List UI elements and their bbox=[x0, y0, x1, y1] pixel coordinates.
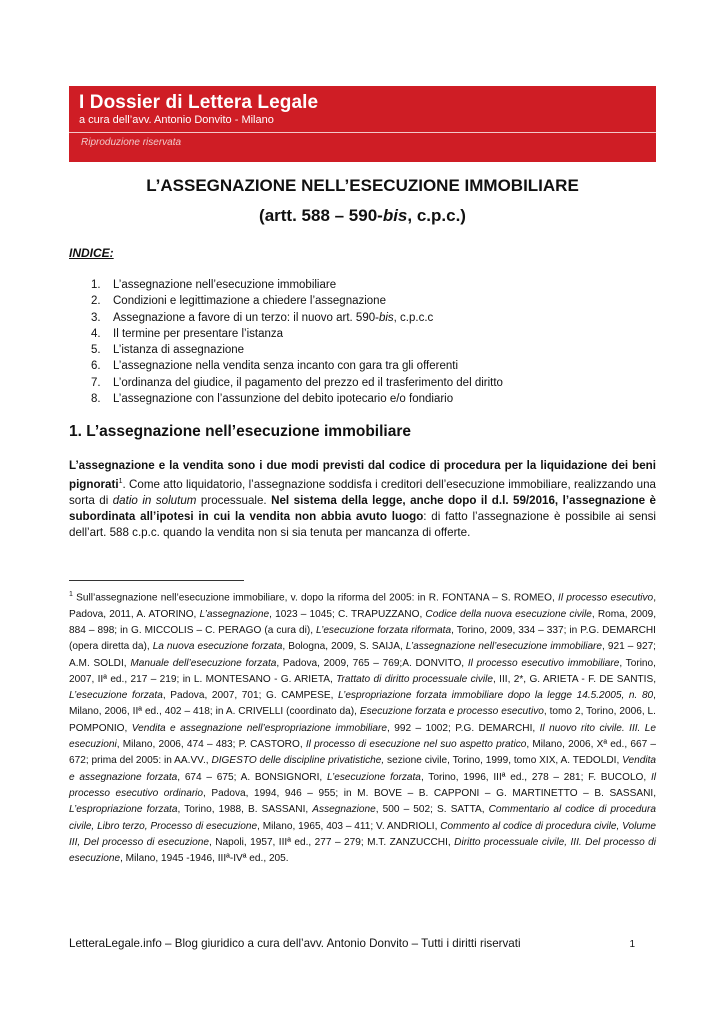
footnote-ref[interactable]: 1 bbox=[118, 478, 123, 485]
footnote-citation-title: Il processo esecutivo immobiliare bbox=[467, 657, 620, 669]
footnote-citation-title: Vendita e assegnazione nell’espropriazione immobiliare bbox=[131, 722, 388, 734]
toc-item: 5. L’istanza di assegnazione bbox=[91, 344, 245, 357]
section-paragraph: L’assegnazione e la vendita sono i due modi previsti dal codice di procedura per la liquidazione dei beni pignorati$^1$. Come atto liquidatorio, l’assegnazione soddisfa i creditori dell’esecuzione immobiliare, realizzando una sorta di datio in solutum processuale. Nel sistema della legge, anche dopo il d.l. 59/2016, l’assegnazione è subordinata all’ipotesi in cui la vendita non abbia avuto luogo: di fatto l’assegnazione è possibile ai sensi dell’art. 588 c.p.c. quando la vendita non si sia tenuta per mancanza di offerte. bbox=[69, 459, 656, 539]
footnote-citation-title: Trattato di diritto processuale civile bbox=[336, 673, 494, 685]
footnote-citation-title: L’esecuzione forzata bbox=[326, 771, 421, 783]
footnote-citation-title: Il nuovo rito civile. III. Le esecuzioni bbox=[69, 722, 657, 751]
toc-item: 4. Il termine per presentare l’istanza bbox=[91, 327, 284, 340]
toc-item: 2. Condizioni e legittimazione a chiedere l’assegnazione bbox=[91, 295, 386, 308]
footnote-text: , Milano, 2006, IIª ed., 402 – 418; in A. CRIVELLI (coordinato da), bbox=[69, 690, 656, 718]
footnote-citation-title: Diritto processuale civile, III. Del processo di esecuzione bbox=[69, 836, 656, 865]
footnote-text: , Milano, 1965, 403 – 411; V. ANDRIOLI, bbox=[257, 820, 441, 832]
footnote-citation-title: Esecuzione forzata e processo esecutivo bbox=[359, 706, 544, 718]
footnote-text: , Padova, 2009, 765 – 769;A. DONVITO, bbox=[276, 657, 468, 669]
footnote-text: , Torino, 2009, 334 – 337; in P.G. DEMARCHI (opera diretta da), bbox=[69, 624, 656, 653]
index-label: INDICE: bbox=[69, 246, 114, 260]
footnote-text: , Bologna, 2009, S. SAIJA, bbox=[282, 641, 406, 653]
footnote-citation-title: L’assegnazione nell’esecuzione immobiliare bbox=[405, 641, 603, 653]
toc-item: 8. L’assegnazione con l’assunzione del debito ipotecario e/o fondiario bbox=[91, 393, 454, 406]
footnote-citation-title: L’espropriazione forzata immobiliare dopo la legge 14.5.2005, n. 80 bbox=[338, 690, 654, 702]
footnote-text: , Roma, 2009, 884 – 898; in G. MICCOLIS – C. PERAGO (a cura di), bbox=[69, 608, 656, 636]
footnote-text: , 1023 – 1045; C. TRAPUZZANO, bbox=[269, 608, 426, 620]
footnote-citation-title: Il processo esecutivo ordinario bbox=[69, 771, 657, 799]
footnote-citation-title: Commento al codice di procedura civile, Volume III, Del processo di esecuzione bbox=[69, 820, 657, 848]
footnote-text: , Padova, 1994, 946 – 955; in M. BOVE – B. CAPPONI – G. MARTINETTO – B. SASSANI, bbox=[203, 787, 657, 799]
banner-divider bbox=[69, 132, 656, 133]
footnote bbox=[69, 587, 656, 867]
footnote-citation-title: L’esecuzione forzata riformata bbox=[316, 624, 452, 636]
footnote-citation-title: L’espropriazione forzata bbox=[69, 804, 178, 816]
header-banner bbox=[69, 86, 656, 162]
page-number: 1 bbox=[629, 939, 635, 950]
footnote-citation-title: Assegnazione bbox=[312, 804, 376, 816]
footnote-citation-title: Vendita e assegnazione forzata bbox=[69, 755, 656, 783]
footnote-text: , Milano, 2006, 474 – 483; P. CASTORO, bbox=[116, 739, 306, 751]
footnote-text: , Napoli, 1957, IIIª ed., 277 – 279; M.T. ZANZUCCHI, bbox=[209, 836, 455, 848]
banner-note: Riproduzione riservata bbox=[81, 137, 182, 148]
footnote-citation-title: Il processo esecutivo bbox=[558, 592, 654, 604]
footnote-text: , 921 – 927; A.M. SOLDI, bbox=[69, 641, 656, 669]
document-title: L’ASSEGNAZIONE NELL’ESECUZIONE IMMOBILIARE bbox=[146, 176, 579, 195]
footnote-text: , Padova, 2011, A. ATORINO, bbox=[69, 592, 656, 620]
footnote-number: 1 bbox=[69, 591, 73, 598]
footnote-citation-title: L’assegnazione bbox=[199, 608, 270, 620]
footnote-text: , Milano, 1945 -1946, IIIª-IVª ed., 205. bbox=[120, 853, 289, 865]
footer-text: LetteraLegale.info – Blog giuridico a cura dell’avv. Antonio Donvito – Tutti i diritti riservati bbox=[69, 937, 521, 950]
footnote-citation-title: DIGESTO delle discipline privatistiche, bbox=[211, 755, 385, 767]
footnote-text: , III, 2*, G. ARIETA - F. DE SANTIS, bbox=[493, 673, 656, 685]
banner-title: I Dossier di Lettera Legale bbox=[79, 92, 319, 113]
footnote-text: , Torino, 1996, IIIª ed., 278 – 281; F. BUCOLO, bbox=[420, 771, 651, 783]
toc-item: 6. L’assegnazione nella vendita senza incanto con gara tra gli offerenti bbox=[91, 360, 459, 373]
section-heading: 1. L’assegnazione nell’esecuzione immobiliare bbox=[69, 423, 411, 440]
footnote-text: , 674 – 675; A. BONSIGNORI, bbox=[177, 771, 327, 783]
footnote-text: , Milano, 2006, Xª ed., 667 – 672; prima del 2005: in AA.VV., bbox=[69, 739, 657, 767]
toc-item: 3. Assegnazione a favore di un terzo: il nuovo art. 590-bis, c.p.c.c bbox=[91, 311, 434, 324]
footnote-citation-title: Manuale dell’esecuzione forzata bbox=[130, 657, 277, 669]
footnote-divider bbox=[69, 580, 244, 581]
document-subtitle: (artt. 588 – 590-bis, c.p.c.) bbox=[259, 206, 466, 225]
footnote-citation-title: L’esecuzione forzata bbox=[69, 690, 163, 702]
footnote-text: , tomo 2, Torino, 2006, L. POMPONIO, bbox=[69, 706, 656, 734]
toc-item: 1. L’assegnazione nell’esecuzione immobiliare bbox=[91, 279, 337, 291]
footnote-citation-title: Codice della nuova esecuzione civile bbox=[425, 608, 592, 620]
footnote-text: , Torino, 2007, IIª ed., 217 – 219; in L. MONTESANO - G. ARIETA, bbox=[69, 657, 656, 685]
banner-subtitle: a cura dell’avv. Antonio Donvito - Milano bbox=[79, 114, 274, 126]
footnote-citation-title: Commentario al codice di procedura civile, Libro terzo, Processo di esecuzione bbox=[69, 804, 656, 832]
footnote-text: , Torino, 1988, B. SASSANI, bbox=[177, 804, 313, 816]
footnote-text: Sull’assegnazione nell’esecuzione immobiliare, v. dopo la riforma del 2005: in R. FONTANA – S. ROMEO, bbox=[72, 592, 559, 604]
table-of-contents bbox=[91, 277, 656, 407]
footnote-text: , 992 – 1002; P.G. DEMARCHI, bbox=[387, 722, 540, 734]
footnote-text: , Padova, 2007, 701; G. CAMPESE, bbox=[162, 690, 339, 702]
footnote-citation-title: Il processo di esecuzione nel suo aspetto pratico bbox=[305, 739, 527, 751]
footnote-text: sezione civile, Torino, 1999, tomo XIX, A. TEDOLDI, bbox=[384, 755, 623, 767]
toc-item: 7. L’ordinanza del giudice, il pagamento del prezzo ed il trasferimento del diritto bbox=[91, 376, 503, 389]
footnote-text: , 500 – 502; S. SATTA, bbox=[375, 804, 489, 816]
footnote-citation-title: La nuova esecuzione forzata bbox=[152, 641, 283, 653]
